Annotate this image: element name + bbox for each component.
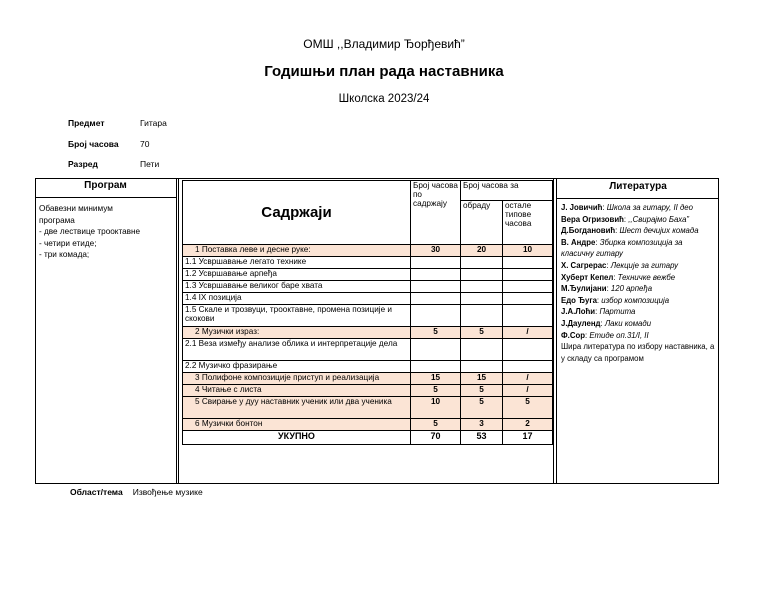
hours-processing	[461, 269, 503, 281]
meta-label: Разред	[68, 159, 98, 169]
subtopic-row	[183, 269, 553, 281]
program-line: програма	[39, 215, 75, 225]
school-year: Школска 2023/24	[338, 93, 430, 105]
literature-author: Д.Богдановић	[561, 226, 616, 236]
hours-total: 10	[411, 397, 461, 419]
hours-processing	[461, 281, 503, 293]
meta-value: Пети	[140, 159, 160, 169]
hours-other: /	[503, 373, 553, 385]
divider-left-inner	[178, 178, 179, 484]
literature-heading: Литература	[557, 178, 719, 199]
hours-other: /	[503, 327, 553, 339]
topic-name: 2.1 Веза између анализе облика и интерпретације дела	[183, 339, 411, 361]
document-title: Годишњи план рада наставника	[264, 63, 504, 80]
literature-author: Ј. Јовичић	[561, 203, 603, 212]
hours-total	[411, 257, 461, 269]
literature-author: М.Ђулијани	[561, 284, 607, 294]
literature-author: Едо Ђуга	[561, 295, 597, 305]
topic-name: 3 Полифоне композиције приступ и реализација	[183, 373, 411, 385]
other-heading: остале типове часова	[503, 201, 553, 245]
divider-right	[553, 178, 554, 484]
hours-other	[503, 293, 553, 305]
area-topic	[70, 487, 203, 497]
literature-author: Ј.А.Лоћи	[561, 307, 596, 317]
area-label: Област/тема	[70, 487, 123, 497]
literature-note: Шира литература по избору наставника, а у складу са програмом	[561, 342, 715, 363]
hours-other: 2	[503, 419, 553, 431]
processing-heading: обраду	[461, 201, 503, 245]
hours-other: 5	[503, 397, 553, 419]
literature-item	[561, 272, 716, 284]
hours-other	[503, 339, 553, 361]
topic-name: 1.5 Скале и трозвуци, трооктавне, промена позиције и скокови	[183, 305, 411, 327]
literature-work: Етиде оп.31/I, II	[589, 330, 649, 340]
hours-total: 30	[411, 245, 461, 257]
subtopic-row	[183, 293, 553, 305]
meta-value: 70	[140, 139, 150, 149]
topic-name: 4 Читање с листа	[183, 385, 411, 397]
meta-subject	[68, 118, 167, 128]
content-heading: Садржаји	[183, 181, 411, 245]
literature-separator: :	[584, 330, 590, 340]
hours-other: /	[503, 385, 553, 397]
total-other: 17	[503, 431, 553, 445]
hours-total: 15	[411, 373, 461, 385]
literature-separator: :	[600, 318, 605, 328]
hours-total	[411, 293, 461, 305]
school-name: ОМШ ,,Владимир Ђорђевић”	[303, 37, 465, 51]
hours-processing: 5	[461, 385, 503, 397]
category-row	[183, 419, 553, 431]
hours-total	[411, 281, 461, 293]
hours-processing	[461, 305, 503, 327]
category-row	[183, 397, 553, 419]
literature-separator: :	[595, 307, 600, 317]
literature-author: Ф.Сор	[561, 330, 585, 340]
divider-right-inner	[556, 178, 557, 484]
subtopic-row	[183, 305, 553, 327]
subtopic-row	[183, 257, 553, 269]
program-body	[39, 203, 173, 261]
divider-left	[176, 178, 177, 484]
hours-processing: 20	[461, 245, 503, 257]
program-line: - четири етиде;	[39, 238, 97, 248]
hours-total	[411, 339, 461, 361]
literature-work: Техничке вежбе	[617, 272, 676, 282]
literature-separator: :	[623, 214, 629, 224]
hours-processing: 5	[461, 397, 503, 419]
meta-label: Предмет	[68, 118, 105, 128]
total-processing: 53	[461, 431, 503, 445]
category-row	[183, 373, 553, 385]
hours-processing	[461, 257, 503, 269]
topic-name: 5 Свирање у дуу наставник ученик или два ученика	[183, 397, 411, 419]
total-label: УКУПНО	[183, 431, 411, 445]
category-row	[183, 245, 553, 257]
literature-separator: :	[615, 226, 620, 236]
topic-name: 2 Музички израз:	[183, 327, 411, 339]
literature-item	[561, 237, 716, 260]
literature-item	[561, 306, 716, 318]
hours-other	[503, 305, 553, 327]
hours-other	[503, 269, 553, 281]
literature-work: 120 арпеђа	[610, 284, 653, 294]
category-row	[183, 385, 553, 397]
topic-name: 1.3 Усвршавање великог баре хвата	[183, 281, 411, 293]
literature-author: Вера Огризовић	[561, 214, 624, 224]
table-body	[183, 245, 553, 431]
literature-separator: :	[596, 295, 602, 305]
literature-author: Ј.Дауленд	[561, 318, 601, 328]
topic-name: 1 Поставка леве и десне руке:	[183, 245, 411, 257]
hours-other	[503, 257, 553, 269]
meta-label: Број часова	[68, 139, 119, 149]
hours-total	[411, 269, 461, 281]
literature-work: Шест дечијих комада	[619, 226, 699, 236]
category-row	[183, 327, 553, 339]
table-header-row	[183, 181, 553, 201]
hours-processing: 3	[461, 419, 503, 431]
literature-list	[561, 202, 716, 364]
subtopic-row	[183, 281, 553, 293]
literature-work: Школа за гитару, II део	[606, 203, 693, 212]
hours-other: 10	[503, 245, 553, 257]
program-line: - две лествице трооктавне	[39, 227, 141, 237]
literature-author: В. Андре	[561, 237, 596, 247]
meta-grade	[68, 159, 159, 169]
literature-item	[561, 260, 716, 272]
hours-total	[411, 361, 461, 373]
topic-name: 1.2 Усвршавање арпеђа	[183, 269, 411, 281]
meta-value: Гитара	[140, 118, 167, 128]
literature-item	[561, 283, 716, 295]
topic-name: 2.2 Музичко фразирање	[183, 361, 411, 373]
meta-hours	[68, 139, 149, 149]
literature-item	[561, 330, 716, 342]
content-table	[182, 180, 553, 445]
hours-total: 5	[411, 419, 461, 431]
subtopic-row	[183, 339, 553, 361]
literature-work: ,,Свирајмо Баха”	[628, 214, 690, 224]
topic-name: 1.1 Усвршавање легато технике	[183, 257, 411, 269]
literature-work: Лаки комади	[604, 318, 652, 328]
hours-total: 5	[411, 385, 461, 397]
hours-total	[411, 305, 461, 327]
literature-separator: :	[613, 272, 618, 282]
literature-item	[561, 225, 716, 237]
hours-split-heading: Број часова за	[461, 181, 553, 201]
literature-item	[561, 202, 716, 214]
literature-work: избор композиција	[601, 295, 670, 305]
literature-separator: :	[606, 284, 611, 294]
program-line: Обавезни минимум	[39, 204, 113, 213]
topic-name: 6 Музички бонтон	[183, 419, 411, 431]
total-row	[183, 431, 553, 445]
area-value: Извођење музике	[132, 487, 203, 497]
hours-other	[503, 361, 553, 373]
hours-processing	[461, 339, 503, 361]
literature-separator: :	[595, 237, 600, 247]
topic-name: 1.4 IX позиција	[183, 293, 411, 305]
literature-separator: :	[602, 203, 607, 212]
hours-other	[503, 281, 553, 293]
hours-processing	[461, 293, 503, 305]
literature-item	[561, 295, 716, 307]
literature-item	[561, 318, 716, 330]
program-heading: Програм	[35, 178, 176, 198]
hours-total: 5	[411, 327, 461, 339]
hours-processing: 5	[461, 327, 503, 339]
hours-heading: Број часова по садржају	[411, 181, 461, 245]
literature-work: Партита	[599, 307, 636, 317]
literature-work: Збирка композиција за класичну гитару	[561, 237, 683, 259]
literature-work: Лекције за гитару	[610, 260, 679, 270]
subtopic-row	[183, 361, 553, 373]
literature-item	[561, 214, 716, 226]
hours-processing: 15	[461, 373, 503, 385]
literature-separator: :	[606, 260, 611, 270]
program-line: - три комада;	[39, 250, 90, 260]
hours-processing	[461, 361, 503, 373]
literature-author: Хуберт Кепел	[561, 272, 614, 282]
literature-author: Х. Сагрерас	[561, 260, 607, 270]
total-hours: 70	[411, 431, 461, 445]
